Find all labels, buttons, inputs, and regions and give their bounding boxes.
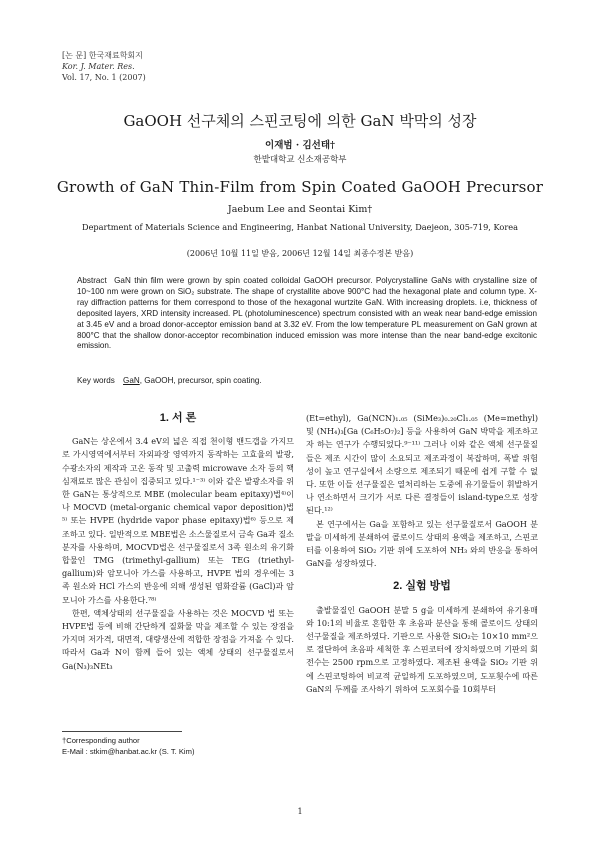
keywords-heading: Key words xyxy=(77,376,115,385)
page-number: 1 xyxy=(297,807,303,816)
footnote xyxy=(62,731,294,757)
footnote-rule xyxy=(62,731,182,732)
journal-name-korean: [논 문] 한국재료학회지 xyxy=(62,51,143,60)
korean-authors: 이재범 · 김선태† xyxy=(265,140,335,151)
abstract-text: GaN thin film were grown by spin coated colloidal GaOOH precursor. Polycrystalline GaNs with crystalline size of 10~100 nm were grown on SiO₂ substrate. The shape of crystallite above 900°C had the hexagonal plate and column type. X-ray diffraction patterns for them correspond to those of the hexagonal wurtzite GaN. With increasing droplets. i.e, thickness of deposited layers, XRD intensity increased. PL (photoluminescence) spectrum consisted with an weak near band-edge emission at 3.45 eV and a broad donor-acceptor emission band at 3.32 eV. From the low temperature PL measurement on GaN grown at 800°C that the shallow donor-acceptor recombination induced emission was more intense than the near band-edge excitonic emission. xyxy=(77,276,537,351)
korean-affiliation: 한밭대학교 신소재공학부 xyxy=(253,155,347,165)
method-heading: 2. 실험 방법 xyxy=(393,580,451,593)
corresponding-author: †Corresponding author xyxy=(62,736,140,745)
author-email: E-Mail : stkim@hanbat.ac.kr (S. T. Kim) xyxy=(62,747,195,756)
intro-paragraph-3: 본 연구에서는 Ga을 포함하고 있는 선구물질로서 GaOOH 분말을 미세하게 분쇄하여 콜로이드 상태의 용액을 제조하고, 스핀코터를 이용하여 SiO₂ 기판 위에 도포하여 NH₃ 와의 반응을 통하여 GaN를 성장하였다. xyxy=(306,518,538,569)
right-column xyxy=(306,412,538,696)
intro-paragraph-1: GaN는 상온에서 3.4 eV의 넓은 직접 천이형 밴드갭을 가지므로 가시영역에서부터 자외파장 영역까지 동작하는 고효율의 발광, 수광소자의 제작과 고온 동작 및 고출력 microwave 소자 등의 핵심재료로 많은 관심이 집중되고 있다.¹⁻³⁾ 이와 같은 발광소자를 위한 GaN는 통상적으로 MBE (molecular beam epitaxy)법⁴⁾이나 MOCVD (metal-organic chemical vapor deposition)법⁵⁾ 또는 HVPE (hydride vapor phase epitaxy)법⁶⁾ 등으로 제조하고 있다. 일반적으로 MBE법은 소스물질로서 금속 Ga과 질소 분자를 사용하며, MOCVD법은 선구물질로서 3족 원소의 유기화합물인 TMG (trimethyl-gallium) 또는 TEG (triethyl-gallium)와 암모니아 가스를 사용하고, HVPE 법의 경우에는 3족 원소와 HCl 가스의 반응에 의해 생성된 염화갈륨 (GaCl)과 암모니아 가스를 사용한다.⁷⁸⁾ xyxy=(62,436,295,605)
method-paragraph-1: 출발물질인 GaOOH 분말 5 g을 미세하게 분쇄하여 유기용매와 10:1의 비율로 혼합한 후 초음파 분산을 통해 콜로이드 상태의 선구물질을 제조하였다. 기판으로 사용한 SiO₂는 10×10 mm²으로 절단하여 초음파 세척한 후 스핀코터에 장치하였으며 기판의 회전수는 2500 rpm으로 고정하였다. 제조된 용액을 SiO₂ 기판 위에 스핀코팅하여 비교적 균일하게 도포하였으며, 도포횟수에 따른 GaN의 두께를 조사하기 위하여 도포회수를 10회부터 xyxy=(306,604,538,694)
left-column xyxy=(62,412,294,673)
korean-title: GaOOH 선구체의 스핀코팅에 의한 GaN 박막의 성장 xyxy=(123,112,477,130)
abstract-heading: Abstract xyxy=(77,276,107,285)
abstract xyxy=(77,276,537,352)
intro-paragraph-2-cont: (Et=ethyl), Ga(NCN)₁.₀₅ (SiMe₃)₀.₂₀Cl₁.₀₅ (Me=methyl) 및 (NH₄)₃[Ga (C₆H₅O₇)₂] 등을 사용하여 GaN 박막을 제조하고자 하는 연구가 수행되었다.⁹⁻¹¹⁾ 그러나 이와 같은 액체 선구물질들은 제조 시간이 많이 소요되고 제조과정이 복잡하며, 폭발 위험성이 높고 연구실에서 소량으로 제조되기 때문에 쉽게 구할 수 없다. 또한 이들 선구물질은 열처리하는 도중에 유기물들이 휘발하거나 연소하면서 크기가 서로 다른 결정들이 island-type으로 성장된다.¹²⁾ xyxy=(306,413,538,516)
keywords-rest: , GaOOH, precursor, spin coating. xyxy=(139,376,262,385)
journal-header xyxy=(62,50,146,83)
intro-paragraph-2: 한편, 액체상태의 선구물질을 사용하는 것은 MOCVD 법 또는 HVPE법 등에 비해 간단하게 질화물 막을 제조할 수 있는 장점을 가지며 저가격, 대면적, 대량생산에 적합한 장점을 가져올 수 있다. 따라서 Ga과 N이 함께 들어 있는 액체 상태의 선구물질로서 Ga(N₃)₃NEt₃ xyxy=(62,607,294,671)
english-title: Growth of GaN Thin-Film from Spin Coated GaOOH Precursor xyxy=(56,178,544,196)
intro-heading: 1. 서 론 xyxy=(159,412,197,424)
journal-name-english: Kor. J. Mater. Res. xyxy=(62,62,135,71)
english-affiliation: Department of Materials Science and Engineering, Hanbat National University, Daejeon, 305-719, Korea xyxy=(82,222,518,232)
received-dates: (2006년 10월 11일 받음, 2006년 12월 14일 최종수정본 받음) xyxy=(186,249,414,258)
keywords xyxy=(77,376,537,385)
journal-volume: Vol. 17, No. 1 (2007) xyxy=(62,73,146,82)
english-authors: Jaebum Lee and Seontai Kim† xyxy=(227,204,373,215)
keyword-gan: GaN xyxy=(123,376,140,385)
